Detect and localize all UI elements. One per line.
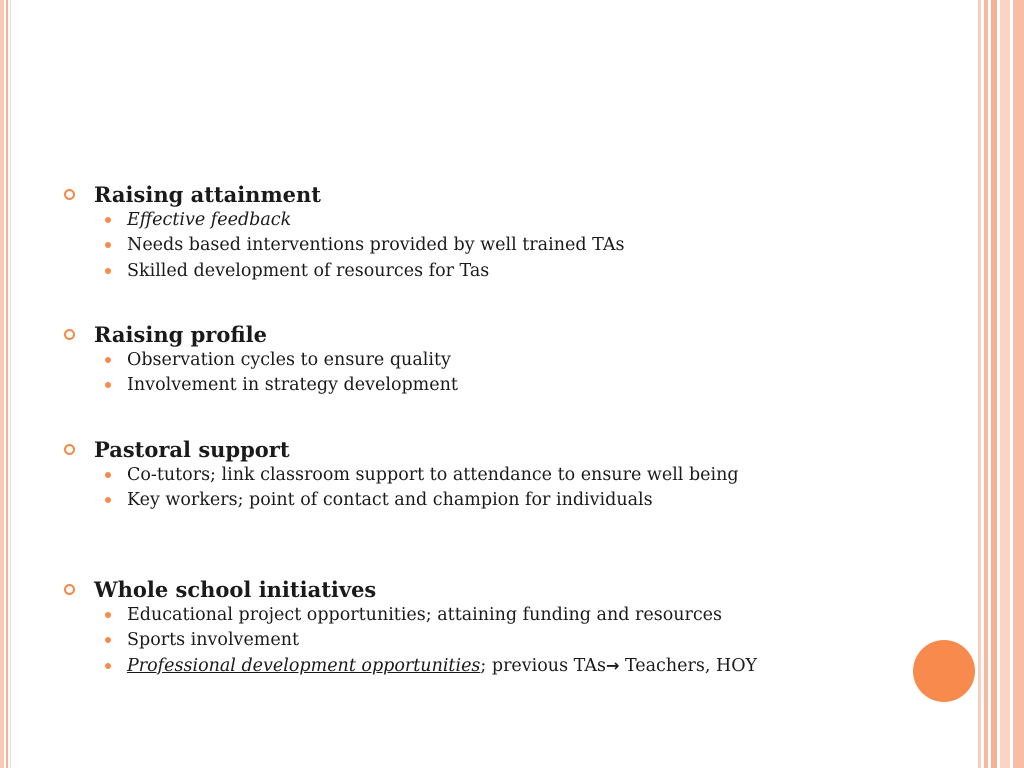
list-item-text: Effective feedback (127, 209, 292, 230)
dot-bullet-icon (105, 217, 111, 223)
dot-bullet-icon (105, 357, 111, 363)
ring-bullet-icon (64, 444, 75, 455)
right-border-stripe (991, 0, 997, 768)
orange-circle-decoration (913, 640, 975, 702)
list-item (62, 258, 624, 284)
heading-text: Raising attainment (94, 181, 321, 207)
right-border-stripe (978, 0, 981, 768)
section-pastoral-support (62, 436, 739, 513)
list-item (62, 628, 757, 654)
left-border-stripe (6, 0, 8, 768)
list-item (62, 488, 739, 514)
list-item-text: Sports involvement (127, 630, 300, 651)
section-heading (62, 576, 757, 602)
list-item (62, 207, 624, 233)
right-border-stripe (984, 0, 988, 768)
list-item (62, 653, 757, 679)
dot-bullet-icon (105, 637, 111, 643)
list-item-text: Involvement in strategy development (127, 375, 458, 396)
section-raising-attainment (62, 181, 624, 284)
dot-bullet-icon (105, 242, 111, 248)
list-item-text: Co-tutors; link classroom support to attendance to ensure well being (127, 464, 739, 485)
list-item-text: Key workers; point of contact and champion for individuals (127, 490, 653, 511)
right-arrow-icon: → (605, 655, 620, 675)
section-raising-profile (62, 321, 458, 398)
emphasized-text: Professional development opportunities (127, 655, 481, 676)
text-before-arrow: ; previous TAs (480, 655, 606, 676)
left-border-stripe (10, 0, 11, 768)
list-item-text: Educational project opportunities; attaining funding and resources (127, 604, 722, 625)
text-after-arrow: Teachers, HOY (619, 655, 758, 676)
list-item (62, 373, 458, 399)
list-item-text: Observation cycles to ensure quality (127, 349, 451, 370)
list-item-text (127, 656, 757, 676)
list-item (62, 347, 458, 373)
heading-text: Whole school initiatives (94, 576, 377, 602)
list-item-text: Needs based interventions provided by well trained TAs (127, 235, 625, 256)
heading-text: Pastoral support (94, 436, 290, 462)
sub-list (62, 462, 739, 513)
dot-bullet-icon (105, 268, 111, 274)
section-heading (62, 321, 458, 347)
sub-list (62, 207, 624, 284)
section-whole-school-initiatives (62, 576, 757, 679)
section-heading (62, 181, 624, 207)
list-item (62, 462, 739, 488)
list-item (62, 602, 757, 628)
sub-list (62, 602, 757, 679)
right-border-stripe (1000, 0, 1010, 768)
ring-bullet-icon (64, 584, 75, 595)
heading-text: Raising profile (94, 321, 267, 347)
sub-list (62, 347, 458, 398)
list-item (62, 233, 624, 259)
ring-bullet-icon (64, 329, 75, 340)
ring-bullet-icon (64, 189, 75, 200)
list-item-text: Skilled development of resources for Tas (127, 260, 490, 281)
right-border-stripe (1013, 0, 1024, 768)
dot-bullet-icon (105, 472, 111, 478)
dot-bullet-icon (105, 663, 111, 669)
left-border-stripe (0, 0, 4, 768)
dot-bullet-icon (105, 612, 111, 618)
dot-bullet-icon (105, 497, 111, 503)
dot-bullet-icon (105, 382, 111, 388)
section-heading (62, 436, 739, 462)
